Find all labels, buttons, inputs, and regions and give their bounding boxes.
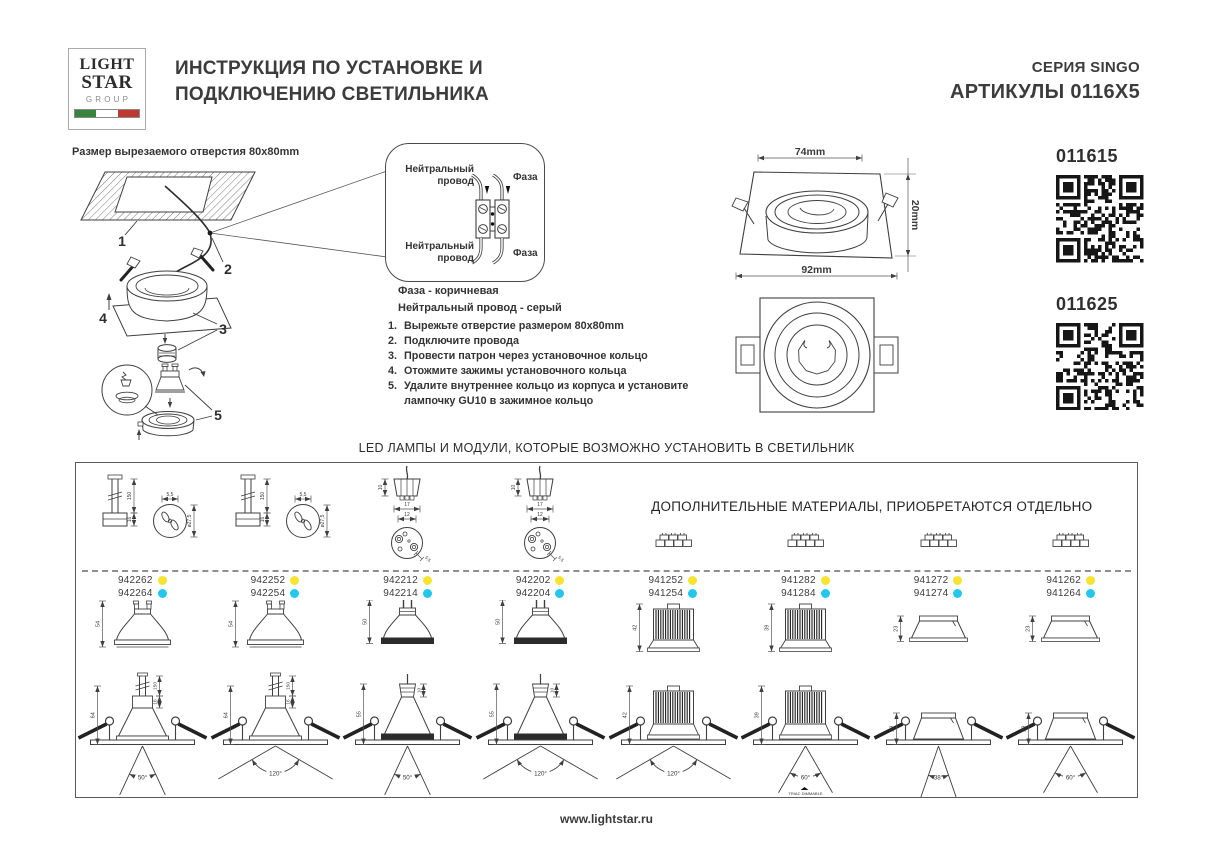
- cyan-dot-icon: [953, 589, 962, 598]
- yellow-dot-icon: [555, 576, 564, 585]
- svg-text:54: 54: [228, 620, 235, 628]
- svg-text:150: 150: [259, 491, 266, 501]
- article-code: 942214: [383, 588, 418, 599]
- socket-drawing: [76, 463, 209, 570]
- dimensions-drawing: [720, 138, 950, 438]
- lamp-column-4: [474, 463, 607, 797]
- phase-label-top: Фаза: [513, 172, 538, 183]
- step-2: 2. Подключите провода: [400, 334, 705, 349]
- cyan-dot-icon: [688, 589, 697, 598]
- article-code: 941254: [648, 588, 684, 599]
- article-row: [914, 574, 963, 587]
- svg-text:5,5: 5,5: [299, 492, 307, 498]
- svg-text:39: 39: [754, 712, 761, 719]
- wire-color-notes: [398, 283, 562, 316]
- flag-white: [96, 110, 117, 117]
- article-row: [251, 587, 300, 600]
- yellow-dot-icon: [290, 576, 299, 585]
- article-row: [516, 574, 565, 587]
- qr-code-011615: [1056, 175, 1144, 263]
- module-drawing: [739, 463, 872, 570]
- svg-text:5,5: 5,5: [556, 554, 565, 563]
- svg-text:120°: 120°: [268, 770, 282, 778]
- article-row: [914, 587, 963, 600]
- svg-text:50°: 50°: [137, 774, 148, 782]
- svg-text:50: 50: [362, 618, 369, 625]
- step-1: 1. Вырежьте отверстие размером 80x80mm: [400, 319, 705, 334]
- yellow-dot-icon: [423, 576, 432, 585]
- article-code: 941264: [1046, 588, 1081, 599]
- svg-text:60°: 60°: [1066, 774, 1076, 782]
- svg-text:60°: 60°: [800, 774, 811, 782]
- cyan-dot-icon: [423, 589, 432, 598]
- yellow-dot-icon: [1086, 576, 1095, 585]
- reflector-lamp-drawing: [1004, 600, 1137, 797]
- article-code: 941252: [648, 575, 684, 586]
- article-list: [872, 574, 1005, 600]
- step-number-5: 5: [214, 407, 222, 423]
- yellow-dot-icon: [953, 576, 962, 585]
- svg-text:17: 17: [404, 502, 411, 508]
- svg-text:10: 10: [550, 687, 556, 694]
- step-5: 5. Удалите внутреннее кольцо из корпуса и установите лампочку GU10 в зажимное кольцо: [400, 379, 705, 409]
- neutral-color-note: Нейтральный провод - серый: [398, 301, 562, 314]
- cutout-size-note: Размер вырезаемого отверстия 80x80mm: [72, 146, 300, 158]
- header-right: [950, 59, 1140, 104]
- led-lamp-drawing: [607, 600, 740, 797]
- product-codes: [1056, 146, 1144, 441]
- phase-label-bottom: Фаза: [513, 248, 538, 259]
- dashed-divider: [82, 570, 1131, 572]
- articles-label: АРТИКУЛЫ 0116X5: [949, 81, 1140, 103]
- mr16-lamp-drawing: [341, 600, 474, 797]
- lamp-column-8: [1004, 463, 1137, 797]
- article-row: [649, 574, 698, 587]
- lamp-table: [75, 462, 1138, 798]
- spring-clip-right: [199, 254, 213, 270]
- article-code: 942254: [250, 588, 286, 599]
- title-line-2: ПОДКЛЮЧЕНИЮ СВЕТИЛЬНИКА: [175, 84, 489, 105]
- svg-text:12: 12: [537, 512, 543, 518]
- wiring-callout: [385, 143, 545, 282]
- article-row: [251, 574, 300, 587]
- svg-text:10: 10: [378, 484, 385, 491]
- article-code: 942252: [250, 575, 286, 586]
- article-list: [739, 574, 872, 600]
- neutral-label-top: Нейтральный провод: [405, 164, 474, 187]
- step-4: 4. Отожмите зажимы установочного кольца: [400, 364, 705, 379]
- svg-text:50°: 50°: [403, 774, 413, 782]
- article-row: [1046, 574, 1095, 587]
- article-code: 941282: [781, 575, 816, 586]
- article-code: 942202: [515, 575, 551, 586]
- connector-drawing: [474, 463, 607, 570]
- article-number: 011615: [1056, 146, 1119, 166]
- article-code: 942264: [118, 588, 153, 599]
- svg-text:20mm: 20mm: [909, 199, 921, 231]
- svg-text:150: 150: [127, 491, 133, 501]
- article-row: [118, 587, 167, 600]
- svg-text:74mm: 74mm: [794, 146, 826, 158]
- article-code: 942262: [118, 575, 153, 586]
- lamp-column-2: [209, 463, 342, 797]
- lamp-column-1: [76, 463, 209, 797]
- detail-balloon: [102, 365, 152, 415]
- lamp-column-5: [607, 463, 740, 797]
- article-row: [781, 574, 830, 587]
- article-list: [209, 574, 342, 600]
- svg-text:12: 12: [404, 512, 411, 518]
- installation-diagram: [65, 158, 405, 443]
- article-code: 942204: [515, 588, 551, 599]
- svg-text:55: 55: [356, 711, 363, 718]
- svg-text:120°: 120°: [666, 770, 680, 778]
- svg-text:42: 42: [632, 624, 638, 631]
- module-drawing: [872, 463, 1005, 570]
- article-row: [383, 574, 432, 587]
- article-row: [1046, 587, 1095, 600]
- step-number-2: 2: [224, 261, 232, 277]
- lamp-column-7: [872, 463, 1005, 797]
- module-drawing: [607, 463, 740, 570]
- lamp-column-6: [739, 463, 872, 797]
- article-list: [341, 574, 474, 600]
- article-code: 942212: [383, 575, 418, 586]
- gu10-lamp-drawing: [76, 600, 209, 797]
- lamp-section-title: LED ЛАМПЫ И МОДУЛИ, КОТОРЫЕ ВОЗМОЖНО УСТАНОВИТЬ В СВЕТИЛЬНИК: [358, 441, 855, 455]
- svg-text:5,5: 5,5: [166, 492, 174, 498]
- article-code: 941274: [913, 588, 949, 599]
- article-row: [649, 587, 698, 600]
- logo-text-group: GROUP: [85, 95, 132, 104]
- step-number-4: 4: [99, 310, 107, 326]
- article-code: 941262: [1046, 575, 1081, 586]
- additional-materials-title: ДОПОЛНИТЕЛЬНЫЕ МАТЕРИАЛЫ, ПРИОБРЕТАЮТСЯ ОТДЕЛЬНО: [651, 499, 1093, 514]
- yellow-dot-icon: [688, 576, 697, 585]
- article-list: [607, 574, 740, 600]
- svg-text:150: 150: [286, 681, 292, 691]
- article-code: 941284: [781, 588, 816, 599]
- article-row: [118, 574, 167, 587]
- svg-text:16: 16: [286, 699, 292, 705]
- title-line-1: ИНСТРУКЦИЯ ПО УСТАНОВКЕ И: [175, 58, 483, 79]
- neutral-label-bottom: Нейтральный провод: [405, 241, 474, 264]
- svg-text:5,5: 5,5: [424, 554, 433, 563]
- article-list: [1004, 574, 1137, 600]
- svg-text:38°: 38°: [933, 774, 943, 782]
- phase-color-note: Фаза - коричневая: [398, 285, 499, 297]
- svg-text:23: 23: [893, 625, 900, 632]
- qr-code-011625: [1056, 323, 1144, 411]
- product-011615: [1056, 146, 1144, 268]
- mr16-lamp-drawing: [474, 600, 607, 797]
- svg-text:16: 16: [153, 699, 159, 705]
- svg-text:10: 10: [417, 687, 423, 694]
- logo-text-light: LIGHT: [79, 56, 135, 73]
- gu10-lamp-drawing: [209, 600, 342, 797]
- svg-text:ø27,5: ø27,5: [187, 514, 193, 528]
- step-number-1: 1: [118, 233, 126, 249]
- cyan-dot-icon: [1086, 589, 1095, 598]
- svg-text:17: 17: [537, 502, 543, 508]
- cyan-dot-icon: [555, 589, 564, 598]
- svg-text:150: 150: [153, 681, 159, 691]
- step-number-3: 3: [219, 321, 227, 337]
- cyan-dot-icon: [158, 589, 167, 598]
- svg-text:64: 64: [223, 712, 230, 719]
- step-3: 3. Провести патрон через установочное кольцо: [400, 349, 705, 364]
- svg-text:TRIAC DIMMABLE: TRIAC DIMMABLE: [788, 791, 823, 796]
- led-lamp-drawing: [739, 600, 872, 797]
- svg-text:120°: 120°: [533, 770, 547, 778]
- article-row: [383, 587, 432, 600]
- svg-text:23: 23: [1025, 625, 1032, 632]
- article-row: [781, 587, 830, 600]
- module-drawing: [1004, 463, 1137, 570]
- article-number: 011625: [1056, 293, 1119, 314]
- svg-text:55: 55: [489, 711, 496, 718]
- series-label: СЕРИЯ SINGO: [1031, 59, 1140, 76]
- svg-text:54: 54: [95, 620, 102, 628]
- svg-text:16: 16: [259, 516, 266, 523]
- article-code: 941272: [913, 575, 949, 586]
- svg-text:ø27,5: ø27,5: [319, 514, 326, 528]
- svg-text:64: 64: [90, 712, 97, 719]
- yellow-dot-icon: [821, 576, 830, 585]
- flag-green: [75, 110, 96, 117]
- svg-text:50: 50: [495, 618, 502, 625]
- svg-text:10: 10: [510, 484, 517, 491]
- reflector-lamp-drawing: [872, 600, 1005, 797]
- cyan-dot-icon: [290, 589, 299, 598]
- ceiling-cutout: [81, 172, 255, 220]
- svg-text:39: 39: [764, 624, 771, 631]
- cyan-dot-icon: [821, 589, 830, 598]
- connector-drawing: [341, 463, 474, 570]
- product-011625: [1056, 294, 1144, 416]
- svg-text:16: 16: [127, 516, 133, 523]
- website-url: www.lightstar.ru: [560, 812, 653, 826]
- svg-text:92mm: 92mm: [801, 264, 832, 276]
- lamp-column-3: [341, 463, 474, 797]
- installation-steps: [383, 319, 705, 409]
- article-list: [474, 574, 607, 600]
- page-title: [175, 56, 489, 108]
- lightstar-logo: [68, 48, 146, 130]
- logo-text-star: STAR: [81, 72, 133, 93]
- svg-text:29: 29: [1021, 725, 1028, 732]
- svg-text:42: 42: [622, 712, 628, 719]
- article-row: [516, 587, 565, 600]
- flag-red: [118, 110, 139, 117]
- yellow-dot-icon: [158, 576, 167, 585]
- italy-flag-icon: [74, 109, 140, 118]
- svg-text:29: 29: [889, 725, 896, 732]
- article-list: [76, 574, 209, 600]
- socket-drawing: [209, 463, 342, 570]
